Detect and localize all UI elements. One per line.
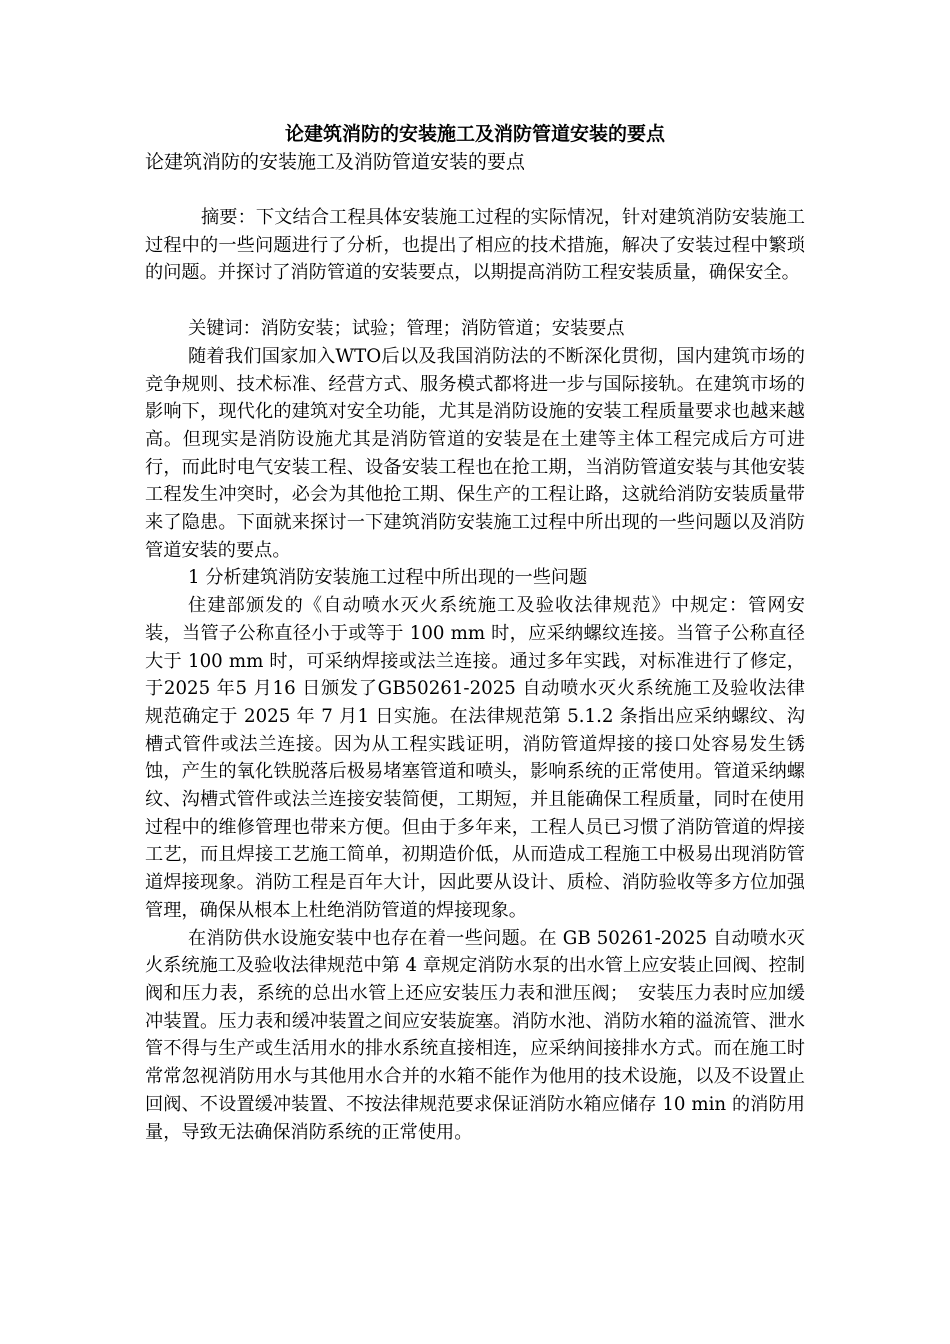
abstract-paragraph: 摘要：下文结合工程具体安装施工过程的实际情况，针对建筑消防安装施工过程中的一些问题进行了分析，也提出了相应的技术措施，解决了安装过程中繁琐的问题。并探讨了消防管道的安装要点，以期提高消防工程安装质量，确保安全。: [145, 207, 805, 284]
document-page: [145, 120, 805, 1146]
document-subtitle: 论建筑消防的安装施工及消防管道安装的要点: [145, 151, 526, 173]
document-title: 论建筑消防的安装施工及消防管道安装的要点: [284, 123, 665, 145]
body-paragraph: 随着我们国家加入WTO后以及我国消防法的不断深化贯彻，国内建筑市场的竞争规则、技术标准、经营方式、服务模式都将进一步与国际接轨。在建筑市场的影响下，现代化的建筑对安全功能，尤其是消防设施的安装工程质量要求也越来越高。但现实是消防设施尤其是消防管道的安装是在土建等主体工程完成后方可进行，而此时电气安装工程、设备安装工程也在抢工期，当消防管道安装与其他安装工程发生冲突时，必会为其他抢工期、保生产的工程让路，这就给消防安装质量带来了隐患。下面就来探讨一下建筑消防安装施工过程中所出现的一些问题以及消防管道安装的要点。: [145, 345, 805, 561]
body-paragraph: 在消防供水设施安装中也存在着一些问题。在 GB 50261-2025 自动喷水灭火系统施工及验收法律规范中第 4 章规定消防水泵的出水管上应安装止回阀、控制阀和压力表，系统的总出水管上还应安装压力表和泄压阀； 安装压力表时应加缓冲装置。压力表和缓冲装置之间应安装旋塞。消防水池、消防水箱的溢流管、泄水管不得与生产或生活用水的排水系统直接相连，应采纳间接排水方式。而在施工时常常忽视消防用水与其他用水合并的水箱不能作为他用的技术设施，以及不设置止回阀、不设置缓冲装置、不按法律规范要求保证消防水箱应储存 10 min 的消防用量，导致无法确保消防系统的正常使用。: [145, 927, 805, 1143]
section-heading: 1 分析建筑消防安装施工过程中所出现的一些问题: [188, 567, 588, 589]
body-paragraph: 住建部颁发的《自动喷水灭火系统施工及验收法律规范》中规定：管网安装，当管子公称直径小于或等于 100 mm 时，应采纳螺纹连接。当管子公称直径大于 100 mm 时，可采纳焊接或法兰连接。通过多年实践，对标准进行了修定，于2025 年5 月16 日颁发了GB50261-2025 自动喷水灭火系统施工及验收法律规范确定于 2025 年 7 月1 日实施。在法律规范第 5.1.2 条指出应采纳螺纹、沟槽式管件或法兰连接。因为从工程实践证明，消防管道焊接的接口处容易发生锈蚀，产生的氧化铁脱落后极易堵塞管道和喷头，影响系统的正常使用。管道采纳螺纹、沟槽式管件或法兰连接安装简便，工期短，并且能确保工程质量，同时在使用过程中的维修管理也带来方便。但由于多年来，工程人员已习惯了消防管道的焊接工艺，而且焊接工艺施工简单，初期造价低，从而造成工程施工中极易出现消防管道焊接现象。消防工程是百年大计，因此要从设计、质检、消防验收等多方位加强管理，确保从根本上杜绝消防管道的焊接现象。: [145, 595, 805, 921]
spacer: [145, 176, 805, 204]
keywords-line: 关键词：消防安装；试验；管理；消防管道；安装要点: [188, 318, 625, 340]
spacer: [145, 287, 805, 315]
